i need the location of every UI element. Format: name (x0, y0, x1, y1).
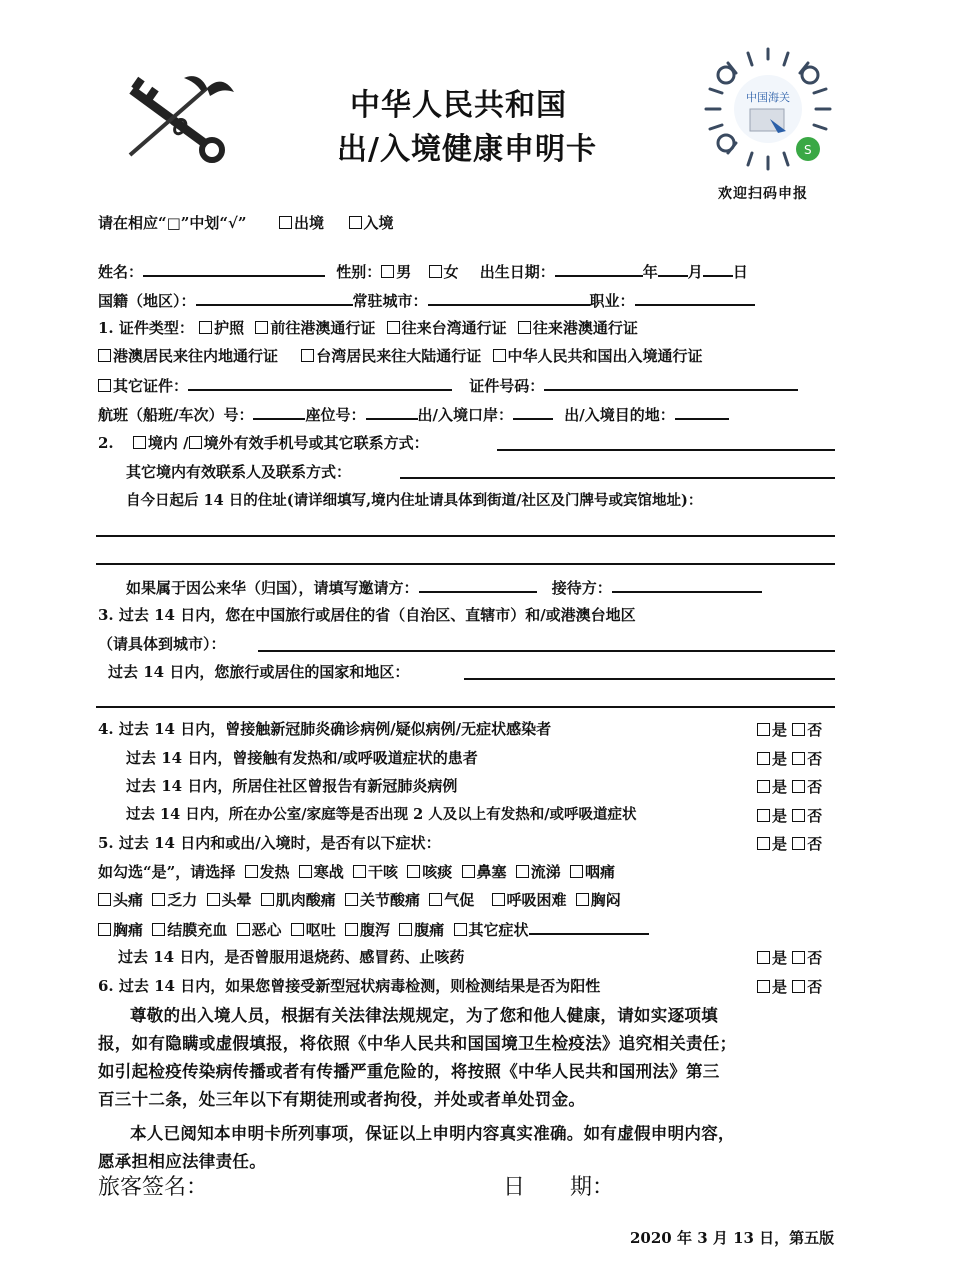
symptom-label: 胸闷 (590, 891, 621, 909)
inviter-label: 如果属于因公来华（归国），请填写邀请方： (126, 579, 419, 597)
no-checkbox[interactable] (792, 723, 805, 736)
year-label: 年 (642, 263, 658, 281)
address-line-2[interactable] (96, 563, 835, 565)
no-label: 否 (807, 807, 823, 825)
exit-label: 出境 (294, 214, 325, 232)
traveler-signature-label: 旅客签名： (98, 1175, 209, 1200)
no-checkbox[interactable] (792, 980, 805, 993)
symptom-checkbox[interactable] (291, 923, 304, 936)
doc-taiwan-permit-label: 往来台湾通行证 (401, 319, 507, 337)
entry-checkbox[interactable] (349, 216, 362, 229)
yes-label: 是 (772, 721, 788, 739)
q4-cluster-answer (757, 805, 822, 826)
doc-hkmo-travel-checkbox[interactable] (518, 321, 531, 334)
doc-prc-exit-entry-label: 中华人民共和国出入境通行证 (507, 347, 703, 365)
customs-emblem-icon (122, 70, 242, 165)
notice-line-3: 如引起检疫传染病传播或者有传播严重危险的，将按照《中华人民共和国刑法》第三 (98, 1062, 720, 1081)
q4-contact-confirmed: 4. 过去 14 日内，曾接触新冠肺炎确诊病例/疑似病例/无症状感染者 (98, 720, 552, 738)
symptom-checkbox[interactable] (407, 865, 420, 878)
male-label: 男 (396, 263, 412, 281)
address-label: 自今日起后 14 日的住址(请详细填写,境内住址请具体到街道/社区及门牌号或宾馆地址)： (126, 492, 703, 509)
visited-cities-field[interactable] (258, 650, 835, 652)
symptom-checkbox[interactable] (237, 923, 250, 936)
other-doc-row (98, 375, 798, 396)
other-symptom-field[interactable] (529, 919, 649, 935)
address-line-1[interactable] (96, 535, 835, 537)
symptom-label: 干咳 (368, 863, 399, 881)
section3-city-label: （请具体到城市）： (98, 635, 226, 653)
symptom-checkbox[interactable] (462, 865, 475, 878)
yes-checkbox[interactable] (757, 752, 770, 765)
official-row (126, 577, 762, 598)
doc-taiwan-permit-checkbox[interactable] (387, 321, 400, 334)
nationality-label: 国籍（地区）： (98, 292, 196, 310)
occupation-label: 职业： (589, 292, 635, 310)
symptom-checkbox[interactable] (516, 865, 529, 878)
qr-label: 欢迎扫码申报 (718, 186, 808, 202)
yes-label: 是 (772, 978, 788, 996)
q4-contact-fever: 过去 14 日内，曾接触有发热和/或呼吸道症状的患者 (126, 749, 478, 767)
inviter-field[interactable] (419, 577, 537, 593)
no-checkbox[interactable] (792, 780, 805, 793)
doc-tw-resident-checkbox[interactable] (301, 349, 314, 362)
q6-test-positive: 6. 过去 14 日内，如果您曾接受新型冠状病毒检测，则检测结果是否为阳性 (98, 977, 601, 995)
destination-field[interactable] (675, 404, 729, 420)
section3-question: 3. 过去 14 日内，您在中国旅行或居住的省（自治区、直辖市）和/或港澳台地区 (98, 606, 636, 624)
symptom-label: 腹泻 (360, 921, 391, 939)
city-field[interactable] (428, 290, 590, 306)
entry-label: 入境 (363, 214, 394, 232)
symptom-label: 头痛 (113, 891, 144, 909)
symptom-label: 咽痛 (585, 863, 616, 881)
seat-label: 座位号： (305, 406, 366, 424)
notice-line-4: 百三十二条，处三年以下有期徒刑或者拘役，并处或者单处罚金。 (98, 1090, 586, 1109)
symptom-checkbox[interactable] (399, 923, 412, 936)
name-label: 姓名： (98, 263, 144, 281)
symptom-checkbox[interactable] (98, 893, 111, 906)
doc-number-label: 证件号码： (469, 377, 545, 395)
doc-type-row2 (98, 346, 703, 366)
domestic-phone-label: 境内 / (147, 434, 189, 452)
birth-year-field[interactable] (555, 261, 643, 277)
symptoms-row3 (98, 919, 649, 940)
doc-type-row1 (98, 318, 638, 338)
symptom-checkbox[interactable] (207, 893, 220, 906)
city-label: 常驻城市： (352, 292, 428, 310)
exit-checkbox[interactable] (279, 216, 292, 229)
name-row (98, 261, 748, 282)
symptom-label: 结膜充血 (167, 921, 228, 939)
domestic-phone-checkbox[interactable] (133, 436, 146, 449)
doc-tw-resident-label: 台湾居民来往大陆通行证 (316, 347, 482, 365)
notice-line-2: 报，如有隐瞒或虚假填报，将依照《中华人民共和国国境卫生检疫法》追究相关责任； (98, 1034, 737, 1053)
symptom-checkbox[interactable] (345, 893, 358, 906)
symptom-label: 头晕 (221, 891, 252, 909)
doc-hkmo-permit-label: 前往港澳通行证 (270, 319, 376, 337)
male-checkbox[interactable] (381, 265, 394, 278)
visited-countries-field[interactable] (464, 678, 835, 680)
symptom-checkbox[interactable] (429, 893, 442, 906)
port-label: 出/入境口岸： (417, 406, 513, 424)
yes-checkbox[interactable] (757, 951, 770, 964)
occupation-field[interactable] (635, 290, 755, 306)
symptom-checkbox[interactable] (152, 893, 165, 906)
symptom-checkbox[interactable] (492, 893, 505, 906)
symptom-label: 其它症状 (468, 921, 529, 939)
q5-medicine: 过去 14 日内，是否曾服用退烧药、感冒药、止咳药 (118, 948, 465, 966)
declaration-line-1: 本人已阅知本申明卡所列事项，保证以上申明内容真实准确。如有虚假申明内容， (130, 1124, 735, 1143)
symptom-checkbox[interactable] (299, 865, 312, 878)
traveler-signature-field[interactable] (210, 1170, 490, 1200)
flight-field[interactable] (253, 404, 305, 420)
doc-hkmo-travel-label: 往来港澳通行证 (532, 319, 638, 337)
symptom-checkbox[interactable] (98, 923, 111, 936)
port-field[interactable] (513, 404, 553, 420)
symptom-label: 关节酸痛 (360, 891, 421, 909)
doc-prc-exit-entry-checkbox[interactable] (493, 349, 506, 362)
doc-hkmo-resident-label: 港澳居民来往内地通行证 (113, 347, 279, 365)
female-checkbox[interactable] (429, 265, 442, 278)
overseas-phone-label: 境外有效手机号或其它联系方式： (203, 434, 429, 452)
q4-community-case: 过去 14 日内，所居住社区曾报告有新冠肺炎病例 (126, 777, 458, 795)
gender-label: 性别： (336, 263, 382, 281)
declaration-line-2: 愿承担相应法律责任。 (98, 1152, 266, 1171)
select-prompt: 如勾选“是”，请选择 (98, 863, 236, 881)
q5-symptoms-answer (757, 833, 822, 854)
host-field[interactable] (612, 577, 762, 593)
yes-label: 是 (772, 750, 788, 768)
version-footer: 2020 年 3 月 13 日，第五版 (630, 1229, 835, 1247)
no-label: 否 (807, 778, 823, 796)
visited-countries-line-2[interactable] (96, 706, 835, 708)
symptoms-row2 (98, 890, 621, 910)
symptom-label: 肌肉酸痛 (275, 891, 336, 909)
destination-label: 出/入境目的地： (564, 406, 675, 424)
no-label: 否 (807, 949, 823, 967)
host-label: 接待方： (551, 579, 612, 597)
symptom-label: 鼻塞 (476, 863, 507, 881)
phone-field[interactable] (497, 449, 835, 451)
symptom-label: 乏力 (167, 891, 198, 909)
yes-checkbox[interactable] (757, 980, 770, 993)
q5-symptoms: 5. 过去 14 日内和或出/入境时，是否有以下症状： (98, 834, 441, 852)
yes-label: 是 (772, 949, 788, 967)
symptom-label: 流涕 (530, 863, 561, 881)
no-checkbox[interactable] (792, 752, 805, 765)
flight-row (98, 404, 729, 425)
seat-field[interactable] (366, 404, 418, 420)
other-doc-field[interactable] (188, 375, 452, 391)
symptom-checkbox[interactable] (152, 923, 165, 936)
symptom-label: 呕吐 (305, 921, 336, 939)
yes-checkbox[interactable] (757, 780, 770, 793)
no-label: 否 (807, 978, 823, 996)
female-label: 女 (443, 263, 459, 281)
symptom-checkbox[interactable] (245, 865, 258, 878)
date-label-day: 日 (503, 1175, 526, 1200)
birth-label: 出生日期： (479, 263, 555, 281)
q5-medicine-answer (757, 947, 822, 968)
form-title-country: 中华人民共和国 (350, 88, 567, 123)
symptom-checkbox[interactable] (353, 865, 366, 878)
doc-passport-checkbox[interactable] (199, 321, 212, 334)
no-checkbox[interactable] (792, 837, 805, 850)
no-checkbox[interactable] (792, 809, 805, 822)
doc-hkmo-permit-checkbox[interactable] (255, 321, 268, 334)
section3-country-label: 过去 14 日内，您旅行或居住的国家和地区： (108, 663, 410, 681)
check-instruction: 请在相应“□”中划“√” (98, 214, 247, 232)
notice-line-1: 尊敬的出入境人员，根据有关法律法规规定，为了您和他人健康，请如实逐项填 (130, 1006, 718, 1025)
q4-contact-confirmed-answer (757, 719, 822, 740)
symptom-checkbox[interactable] (576, 893, 589, 906)
symptom-label: 咳痰 (422, 863, 453, 881)
q4-contact-fever-answer (757, 748, 822, 769)
yes-label: 是 (772, 807, 788, 825)
symptom-label: 寒战 (313, 863, 344, 881)
symptom-checkbox[interactable] (345, 923, 358, 936)
doc-other-checkbox[interactable] (98, 379, 111, 392)
direction-row (98, 213, 394, 233)
symptom-checkbox[interactable] (454, 923, 467, 936)
date-field[interactable] (615, 1170, 835, 1200)
symptom-checkbox[interactable] (570, 865, 583, 878)
no-label: 否 (807, 721, 823, 739)
birth-day-field[interactable] (703, 261, 733, 277)
form-title-card: 出/入境健康申明卡 (337, 132, 597, 167)
flight-label: 航班（船班/车次）号： (98, 406, 254, 424)
date-label-period: 期： (570, 1175, 615, 1200)
doc-passport-label: 护照 (214, 319, 245, 337)
symptoms-row1 (98, 862, 615, 882)
mini-program-qr-icon[interactable] (698, 45, 838, 173)
symptom-label: 腹痛 (414, 921, 445, 939)
doc-number-field[interactable] (544, 375, 798, 391)
no-label: 否 (807, 835, 823, 853)
symptom-label: 胸痛 (113, 921, 144, 939)
yes-label: 是 (772, 835, 788, 853)
symptom-checkbox[interactable] (261, 893, 274, 906)
name-field[interactable] (143, 261, 325, 277)
yes-checkbox[interactable] (757, 809, 770, 822)
no-checkbox[interactable] (792, 951, 805, 964)
contact-field[interactable] (400, 477, 835, 479)
yes-checkbox[interactable] (757, 723, 770, 736)
doc-hkmo-resident-checkbox[interactable] (98, 349, 111, 362)
yes-checkbox[interactable] (757, 837, 770, 850)
phone-row (98, 433, 429, 453)
yes-label: 是 (772, 778, 788, 796)
overseas-phone-checkbox[interactable] (189, 436, 202, 449)
other-doc-label: 其它证件： (113, 377, 189, 395)
q6-test-positive-answer (757, 976, 822, 997)
nationality-row (98, 290, 755, 311)
symptom-label: 气促 (444, 891, 475, 909)
day-label: 日 (732, 263, 748, 281)
symptom-label: 恶心 (251, 921, 282, 939)
symptom-label: 呼吸困难 (506, 891, 567, 909)
symptom-label: 发热 (259, 863, 290, 881)
svg-text:S: S (804, 143, 812, 157)
section2-number: 2. (98, 434, 114, 452)
birth-month-field[interactable] (658, 261, 688, 277)
q4-community-case-answer (757, 776, 822, 797)
contact-label: 其它境内有效联系人及联系方式： (126, 463, 352, 481)
month-label: 月 (687, 263, 703, 281)
q4-cluster: 过去 14 日内，所在办公室/家庭等是否出现 2 人及以上有发热和/或呼吸道症状 (126, 806, 637, 823)
doc-type-label: 1. 证件类型： (98, 319, 194, 337)
nationality-field[interactable] (196, 290, 353, 306)
qr-center-text: 中国海关 (746, 91, 790, 104)
no-label: 否 (807, 750, 823, 768)
